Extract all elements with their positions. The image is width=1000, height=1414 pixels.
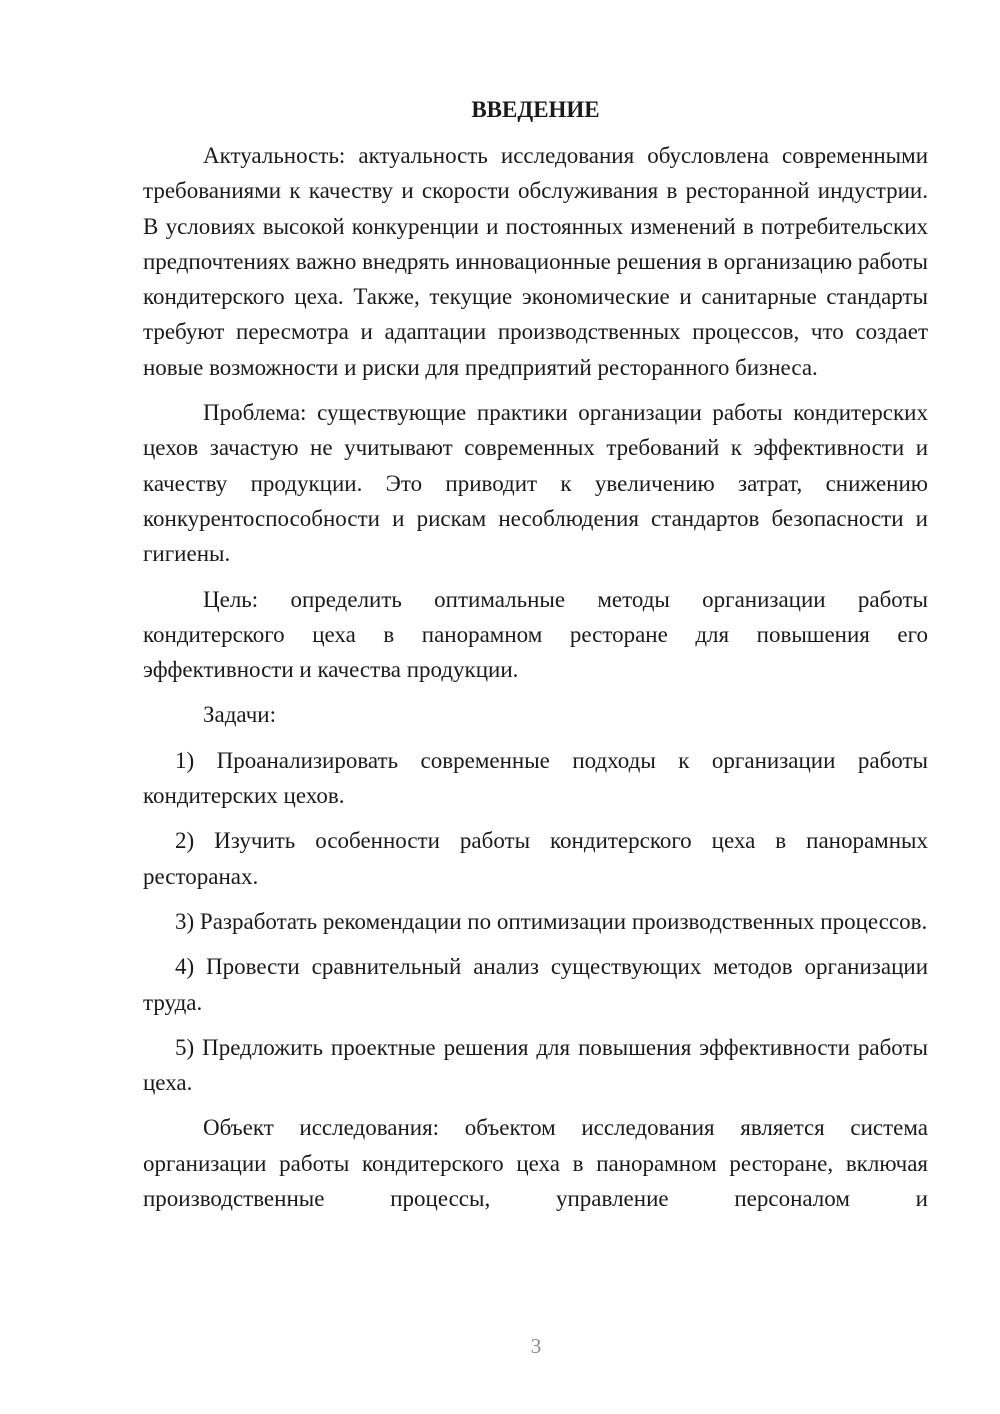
goal-paragraph: Цель: определить оптимальные методы организации работы кондитерского цеха в панорамном ресторане для повышения его эффективности и качества продукции. <box>143 586 928 683</box>
section-heading: ВВЕДЕНИЕ <box>471 97 600 122</box>
problem-paragraph: Проблема: существующие практики организации работы кондитерских цехов зачастую не учитывают современных требований к эффективности и качеству продукции. Это приводит к увеличению затрат, снижению конкурентоспособности и рискам несоблюдения стандартов безопасности и гигиены. <box>143 400 928 567</box>
tasks-label: Задачи: <box>203 702 276 728</box>
object-paragraph: Объект исследования: объектом исследования является система организации работы кондитерского цеха в панорамном ресторане, включая производственные процессы, управление персоналом и <box>143 1115 928 1212</box>
document-page <box>143 92 928 1239</box>
task-item-5: 5) Предложить проектные решения для повышения эффективности работы цеха. <box>143 1034 928 1096</box>
task-item-4: 4) Провести сравнительный анализ существующих методов организации труда. <box>143 954 928 1015</box>
task-item-1: 1) Проанализировать современные подходы к организации работы кондитерских цехов. <box>143 747 928 809</box>
task-item-2: 2) Изучить особенности работы кондитерского цеха в панорамных ресторанах. <box>143 828 928 889</box>
task-item-3: 3) Разработать рекомендации по оптимизации производственных процессов. <box>175 908 928 934</box>
page-number: 3 <box>530 1334 542 1358</box>
relevance-paragraph: Актуальность: актуальность исследования обусловлена современными требованиями к качеству и скорости обслуживания в ресторанной индустрии. В условиях высокой конкуренции и постоянных изменений в потребительских предпочтениях важно внедрять инновационные решения в организацию работы кондитерского цеха. Также, текущие экономические и санитарные стандарты требуют пересмотра и адаптации производственных процессов, что создает новые возможности и риски для предприятий ресторанного бизнеса. <box>143 143 928 380</box>
